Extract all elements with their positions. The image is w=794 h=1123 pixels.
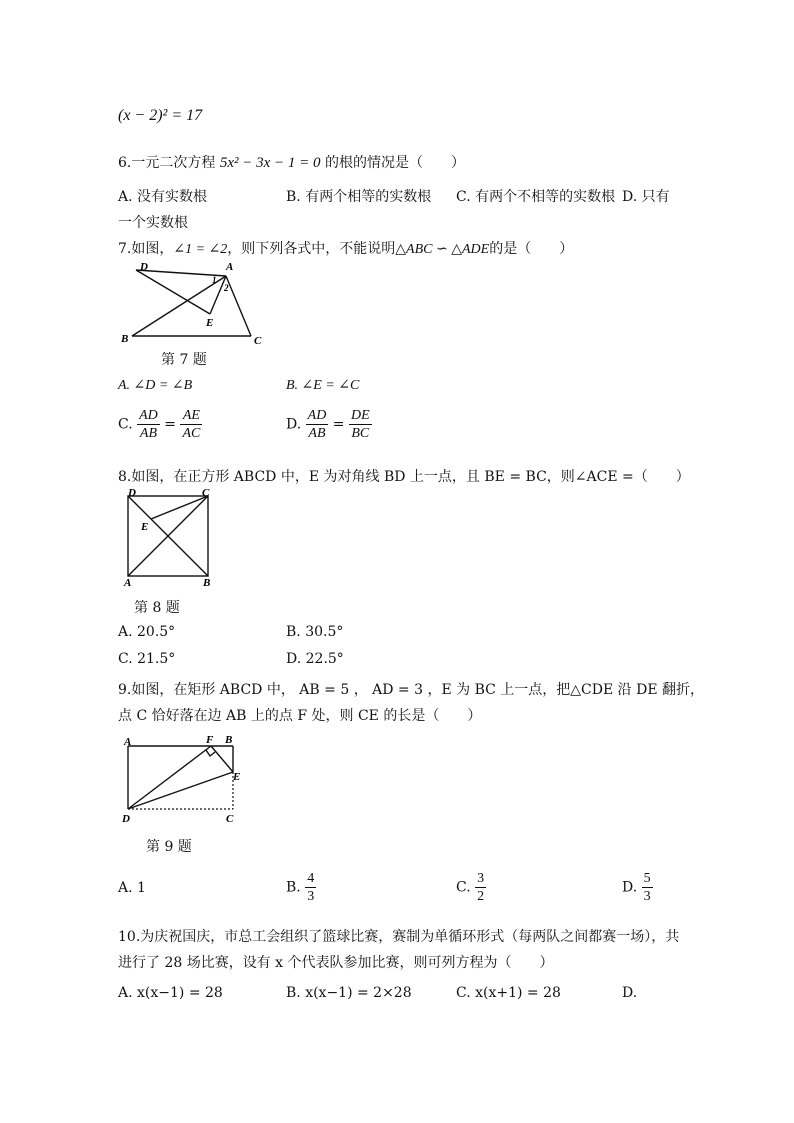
q9-option-b[interactable]: B. $\frac{4}{3}$ bbox=[286, 871, 315, 904]
q7-label-e: E bbox=[206, 317, 214, 329]
q8-label-d: D bbox=[128, 487, 136, 499]
q7-stem-b: ，则下列各式中，不能说明 bbox=[227, 241, 396, 257]
q9-label-c: C bbox=[226, 813, 234, 824]
q9-label-e: E bbox=[233, 771, 241, 783]
q8-label-c: C bbox=[202, 487, 210, 499]
q7-frac-c1: $\frac{AD}{AB}$ bbox=[139, 408, 158, 441]
q8-label-a: A bbox=[124, 577, 132, 589]
q9-option-d[interactable]: D. $\frac{5}{3}$ bbox=[622, 871, 651, 904]
q7-stem-math2: △ABC ∽ △ADE bbox=[395, 242, 490, 257]
q7-stem-math: ∠1 = ∠2 bbox=[173, 242, 228, 257]
q9-frac-d: $\frac{5}{3}$ bbox=[643, 871, 651, 904]
q8-option-c[interactable]: C. 21.5° bbox=[118, 651, 176, 667]
q10-option-d[interactable]: D. bbox=[622, 985, 638, 1001]
q8-stem: 8.如图，在正方形 ABCD 中，E 为对角线 BD 上一点，且 BE = BC，则∠ACE =（ ） bbox=[118, 469, 690, 485]
q7-stem-a: 7.如图， bbox=[118, 241, 174, 257]
q7-label-b: B bbox=[121, 333, 129, 345]
top-equation: (x − 2)² = 17 bbox=[118, 107, 203, 124]
q7-stem-c: 的是（ ） bbox=[489, 241, 574, 257]
q9-stem-1: 9.如图，在矩形 ABCD 中， AB = 5 ， AD = 3 ，E 为 BC 上一点，把△CDE 沿 DE 翻折， bbox=[118, 682, 705, 698]
q7-option-a[interactable]: A. ∠D = ∠B bbox=[118, 378, 193, 393]
q8-caption: 第 8 题 bbox=[134, 600, 180, 616]
q7-label-2: 2 bbox=[224, 283, 229, 293]
q9-stem-2: 点 C 恰好落在边 AB 上的点 F 处，则 CE 的长是（ ） bbox=[118, 708, 482, 724]
q7-label-a: A bbox=[226, 261, 234, 273]
q6-stem bbox=[118, 152, 465, 172]
q9-label-b: B bbox=[225, 734, 233, 746]
q7-label-d: D bbox=[140, 261, 148, 273]
q7-option-b[interactable]: B. ∠E = ∠C bbox=[286, 378, 360, 393]
q10-stem-1: 10.为庆祝国庆，市总工会组织了篮球比赛，赛制为单循环形式（每两队之间都赛一场），共 bbox=[118, 929, 680, 945]
q7-label-c: C bbox=[254, 335, 262, 347]
q8-option-d[interactable]: D. 22.5° bbox=[286, 651, 344, 667]
q6-option-d[interactable]: D. 只有 bbox=[622, 189, 670, 205]
q6-option-b[interactable]: B. 有两个相等的实数根 bbox=[286, 189, 432, 205]
q6-stem-a: 6.一元二次方程 bbox=[118, 155, 216, 171]
q7-frac-c2: $\frac{AE}{AC}$ bbox=[182, 408, 201, 441]
q6-equation: 5x² − 3x − 1 = 0 bbox=[219, 155, 321, 171]
q10-option-a[interactable]: A. x(x−1) = 28 bbox=[118, 985, 223, 1001]
q8-label-e: E bbox=[141, 521, 149, 533]
q6-stem-b: 的根的情况是（ ） bbox=[324, 155, 465, 171]
q9-label-a: A bbox=[124, 736, 132, 748]
q7-label-1: 1 bbox=[212, 275, 217, 285]
q7-caption: 第 7 题 bbox=[161, 352, 207, 368]
q7-option-c[interactable]: C. $\frac{AD}{AB}$ = $\frac{AE}{AC}$ bbox=[118, 408, 201, 441]
q10-option-c[interactable]: C. x(x+1) = 28 bbox=[456, 985, 561, 1001]
q9-figure bbox=[118, 732, 258, 824]
q9-frac-c: $\frac{3}{2}$ bbox=[477, 871, 485, 904]
q9-label-f: F bbox=[206, 734, 214, 746]
q9-label-d: D bbox=[122, 813, 130, 824]
q6-option-c[interactable]: C. 有两个不相等的实数根 bbox=[456, 189, 616, 205]
q7-figure bbox=[118, 258, 268, 348]
q6-option-d-cont: 一个实数根 bbox=[118, 215, 188, 231]
q7-option-d[interactable]: D. $\frac{AD}{AB}$ = $\frac{DE}{BC}$ bbox=[286, 408, 370, 441]
q9-option-a[interactable]: A. 1 bbox=[118, 880, 146, 896]
q9-option-c[interactable]: C. $\frac{3}{2}$ bbox=[456, 871, 485, 904]
q8-label-b: B bbox=[203, 577, 211, 589]
q8-figure bbox=[118, 486, 218, 590]
q8-option-a[interactable]: A. 20.5° bbox=[118, 624, 176, 640]
q8-option-b[interactable]: B. 30.5° bbox=[286, 624, 344, 640]
q7-frac-d2: $\frac{DE}{BC}$ bbox=[350, 408, 370, 441]
q7-stem bbox=[118, 238, 573, 258]
q9-frac-b: $\frac{4}{3}$ bbox=[307, 871, 315, 904]
q9-caption: 第 9 题 bbox=[146, 839, 192, 855]
q10-stem-2: 进行了 28 场比赛，设有 x 个代表队参加比赛，则可列方程为（ ） bbox=[118, 955, 554, 971]
q6-option-a[interactable]: A. 没有实数根 bbox=[118, 189, 208, 205]
q7-frac-d1: $\frac{AD}{AB}$ bbox=[307, 408, 327, 441]
q10-option-b[interactable]: B. x(x−1) = 2×28 bbox=[286, 985, 412, 1001]
